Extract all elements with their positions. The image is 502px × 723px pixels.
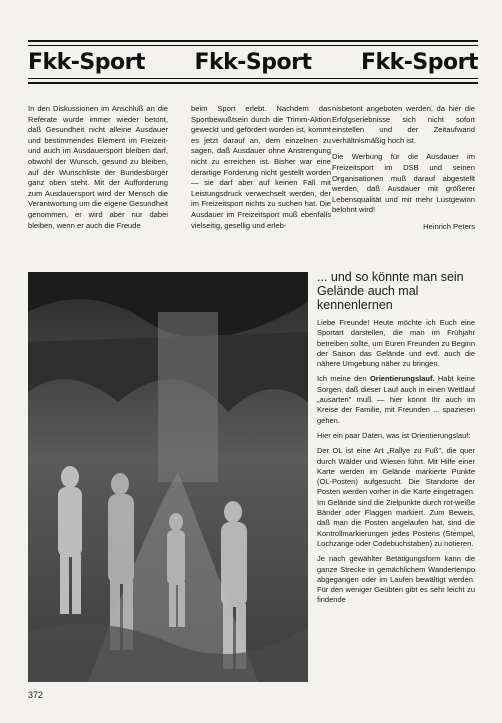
sidebar-paragraph: Der OL ist eine Art „Rallye zu Fuß", die quer durch Wälder und Wiesen führt. Mit Hilfe einer Karte werden im Gelände markierte Punkte (OL-Posten) aufgesucht. Die Standorte der Posten werden vorher in die Karte eingetragen. Im Gelände sind die Zielpunkte durch rot-weiße Bänder oder Flaggen markiert. Zum Beweis, daß man die Posten angelaufen hat, sind die Kontrollmarkierungen jedes Postens (Stempel, Lochzange oder Codebuchstaben) zu notieren.: [317, 446, 475, 548]
article-paragraph: beim Sport erlebt. Nachdem das Sportbewußtsein durch die Trimm-Aktion geweckt und gefördert worden ist, kommt es jetzt darauf an, dem einzelnen zu sagen, daß Ausdauer ohne Anstrengung nicht zu erreichen ist. Bisher war eine derartige Forderung nicht gestellt worden — sie darf aber auf keinen Fall mit Leistungsdruck verwechselt werden, der im Freizeitsport nichts zu suchen hat. Die Ausdauer im Freizeitsport muß ebenfalls vielseitig, gesellig und erleb-: [191, 104, 331, 230]
article-paragraph: Die Werbung für die Ausdauer im Freizeitsport im DSB und seinen Organisationen muß darauf abgestellt werden, daß Ausdauer mit größerer Lebensqualität und mit mehr Lustgewinn belohnt wird!: [332, 152, 475, 215]
article-column-3: [332, 104, 475, 239]
author-signature: Heinrich Peters: [423, 221, 475, 231]
header-rule-top-thin: [28, 45, 478, 46]
sidebar-paragraph: Je nach gewählter Betätigungsform kann die ganze Strecke in gemächlichem Wandertempo abgegangen oder im Laufen bewältigt werden. Für den weniger Geübten gibt es sehr leicht zu findende: [317, 554, 475, 605]
header-title-right: Fkk-Sport: [361, 49, 478, 75]
sidebar-title: ... und so könnte man sein Gelände auch mal kennenlernen: [317, 270, 464, 312]
header-title-center: Fkk-Sport: [194, 49, 312, 75]
article-paragraph: nisbetont angeboten werden, da hier die Erfolgserlebnisse sich nicht sofort einstellen und der Zeitaufwand verhältnismäßig hoch ist.: [332, 104, 475, 145]
sidebar-text-span: Ich meine den: [317, 374, 370, 384]
sidebar-paragraph: Hier ein paar Daten, was ist Orientierungslauf:: [317, 430, 471, 440]
article-paragraph: In den Diskussionen im Anschluß an die Referate wurde immer wieder betont, daß Gesundheit nicht alleine Ausdauer und bestimmendes Element im Freizeit- und auch im Ausdauersport bleiben darf, obwohl der Wunsch, gesund zu bleiben, auf der Wunschliste der Bundesbürger ganz oben steht. Mit der Aufforderung zum Ausdauersport wird der Mensch die Verantwortung um die eigene Gesundheit genommen, er wird aber nur dabei bleiben, wenn er auch die Freude: [28, 104, 168, 230]
forest-photo: [28, 272, 308, 682]
header-rule-bottom-thin: [28, 78, 478, 79]
page-header: [28, 48, 478, 76]
forest-photo-illustration: [28, 272, 308, 682]
header-rule-bottom: [28, 82, 478, 84]
header-rule-top: [28, 40, 478, 42]
article-column-2: [191, 104, 331, 237]
page-number: 372: [28, 690, 44, 700]
sidebar-text-span: Habt keine Sorgen, daß dieser Lauf auch in einen Wettlauf „ausarten" muß — hier könnt Ihr auch im Kreise der Familie, mit Freunden ... spazieren gehen.: [317, 374, 475, 425]
header-title-left: Fkk-Sport: [28, 49, 145, 75]
sidebar-bold-term: Orientierungslauf.: [369, 374, 435, 384]
sidebar-paragraph: Liebe Freunde! Heute möchte ich Euch eine Sportart darstellen, die man im Frühjahr betreiben sollte, um Euren Freunden zu Beginn der Saison das Gelände und evtl. auch die nähere Umgebung näher zu bringen.: [317, 318, 475, 369]
sidebar-text: [317, 318, 475, 611]
article-column-1: [28, 104, 168, 237]
sidebar-paragraph: [317, 374, 475, 425]
